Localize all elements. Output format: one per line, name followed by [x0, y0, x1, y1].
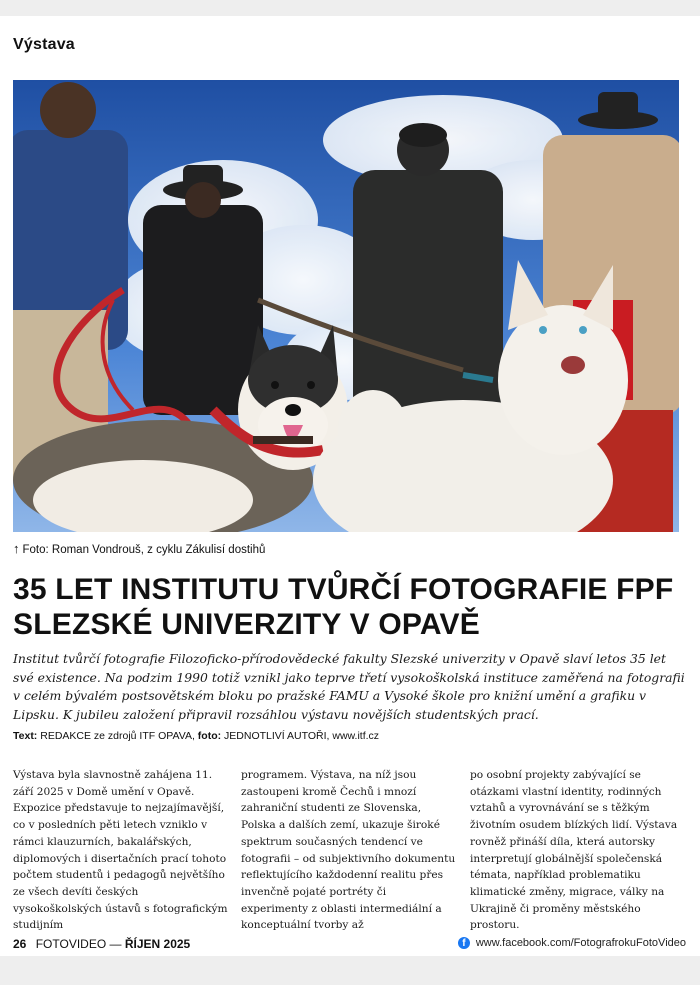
- top-margin-band: [0, 0, 700, 16]
- photo-caption-text: Foto: Roman Vondrouš, z cyklu Zákulisí dostihů: [22, 544, 266, 556]
- page-folio: [13, 937, 190, 951]
- body-column-1: Výstava byla slavnostně zahájena 11. září 2025 v Domě umění v Opavě. Expozice představuje to nejzajímavější, co v posledních pěti letech vzniklo v rámci klauzurních, bakalářských, diplomových i disertačních prací tohoto počtem studentů i pedagogů největšího ze všech devíti českých vysokoškolských ústavů s fotografickým studijním: [13, 769, 228, 932]
- feature-photo-illustration: [13, 80, 679, 532]
- folio-dash: —: [109, 937, 122, 951]
- credits-foto-value: JEDNOTLIVÍ AUTOŘI, www.itf.cz: [224, 730, 380, 742]
- up-arrow-icon: ↑: [13, 541, 20, 556]
- magazine-name: FOTOVIDEO: [35, 937, 107, 951]
- issue-date: ŘÍJEN 2025: [124, 937, 191, 951]
- headline-line-1: 35 LET INSTITUTU TVŮRČÍ FOTOGRAFIE FPF: [13, 573, 674, 606]
- article-lede: Institut tvůrčí fotografie Filozoficko-přírodovědecké fakulty Slezské univerzity v Opavě slaví letos 35 let své existence. Na podzim 1990 totiž vznikl jako teprve třetí vysokoškolská instituce zaměřená na fotografii v celém bývalém postsovětském bloku po pražské FAMU a Vysoké škole pro knižní umění a grafiku v Lipsku. K jubileu založení připravil rozsáhlou výstavu novějších studentských prací.: [13, 651, 685, 722]
- article-credits: [13, 730, 379, 742]
- facebook-link[interactable]: [458, 937, 686, 949]
- page-number: 26: [13, 937, 27, 951]
- facebook-url[interactable]: www.facebook.com/FotografrokuFotoVideo: [475, 937, 686, 949]
- credits-text-label: Text:: [13, 730, 38, 742]
- body-column-3: po osobní projekty zabývající se otázkami vlastní identity, rodinných vztahů a vyrovnávání se s těžkým životním osudem blízkých lidí. Výstava rovněž přináší díla, která autorsky interpretují globálnější společenská témata, například problematiku klimatické změny, migrace, války na Ukrajině či proměny městského prostoru.: [470, 769, 678, 932]
- section-label: Výstava: [13, 36, 75, 53]
- feature-photo: [13, 80, 679, 532]
- headline-line-2: SLEZSKÉ UNIVERZITY V OPAVĚ: [13, 608, 480, 641]
- body-column-2: programem. Výstava, na níž jsou zastoupeni kromě Čechů i mnozí zahraniční studenti ze Slovenska, Polska a dalších zemí, ukazuje široké spektrum současných tendencí ve fotografii – od subjektivního dokumentu reflektujícího každodenní realitu přes invenčně pojaté portréty či experimenty z oblasti intermediální a konceptuální tvorby až: [241, 769, 456, 932]
- bottom-margin-band: [0, 956, 700, 985]
- facebook-icon: f: [458, 937, 470, 949]
- photo-caption: [13, 541, 265, 556]
- credits-foto-label: foto:: [197, 730, 222, 742]
- article-headline: [13, 572, 685, 642]
- credits-text-value: REDAKCE ze zdrojů ITF OPAVA,: [40, 730, 195, 742]
